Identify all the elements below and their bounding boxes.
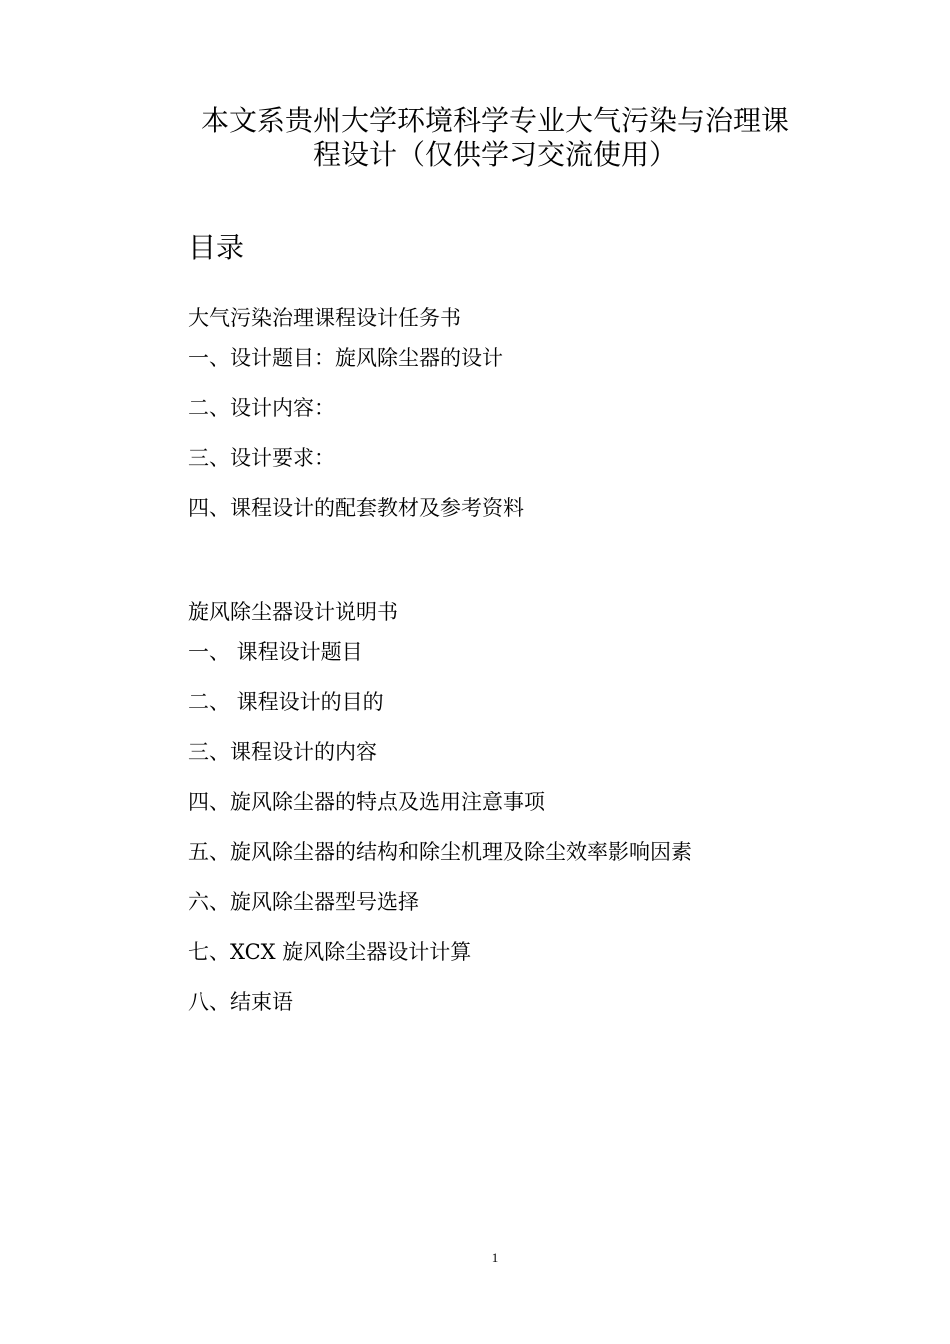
toc-item: 二、 课程设计的目的	[188, 690, 384, 714]
toc-item: 六、旋风除尘器型号选择	[188, 890, 419, 914]
toc-heading: 目录	[188, 231, 245, 264]
toc-item: 一、设计题目：旋风除尘器的设计	[188, 346, 503, 370]
document-title-line-2: 程设计（仅供学习交流使用）	[312, 138, 677, 171]
toc-section-task-book	[188, 304, 828, 544]
toc-section-title: 大气污染治理课程设计任务书	[188, 306, 461, 330]
toc-item: 七、XCX 旋风除尘器设计计算	[188, 940, 472, 964]
toc-section-title: 旋风除尘器设计说明书	[188, 600, 398, 624]
toc-item: 四、课程设计的配套教材及参考资料	[188, 496, 524, 520]
toc-item: 八、结束语	[188, 990, 293, 1014]
page-number: 1	[491, 1250, 499, 1265]
document-title-line-1: 本文系贵州大学环境科学专业大气污染与治理课	[200, 104, 789, 137]
document-title	[150, 104, 840, 172]
toc-item: 五、旋风除尘器的结构和除尘机理及除尘效率影响因素	[188, 840, 692, 864]
toc-item: 四、旋风除尘器的特点及选用注意事项	[188, 790, 545, 814]
toc-item: 三、课程设计的内容	[188, 740, 377, 764]
toc-item: 二、设计内容：	[188, 396, 335, 420]
toc-item: 三、设计要求：	[188, 446, 335, 470]
toc-item: 一、 课程设计题目	[188, 640, 363, 664]
toc-section-spec-book	[188, 598, 828, 1038]
